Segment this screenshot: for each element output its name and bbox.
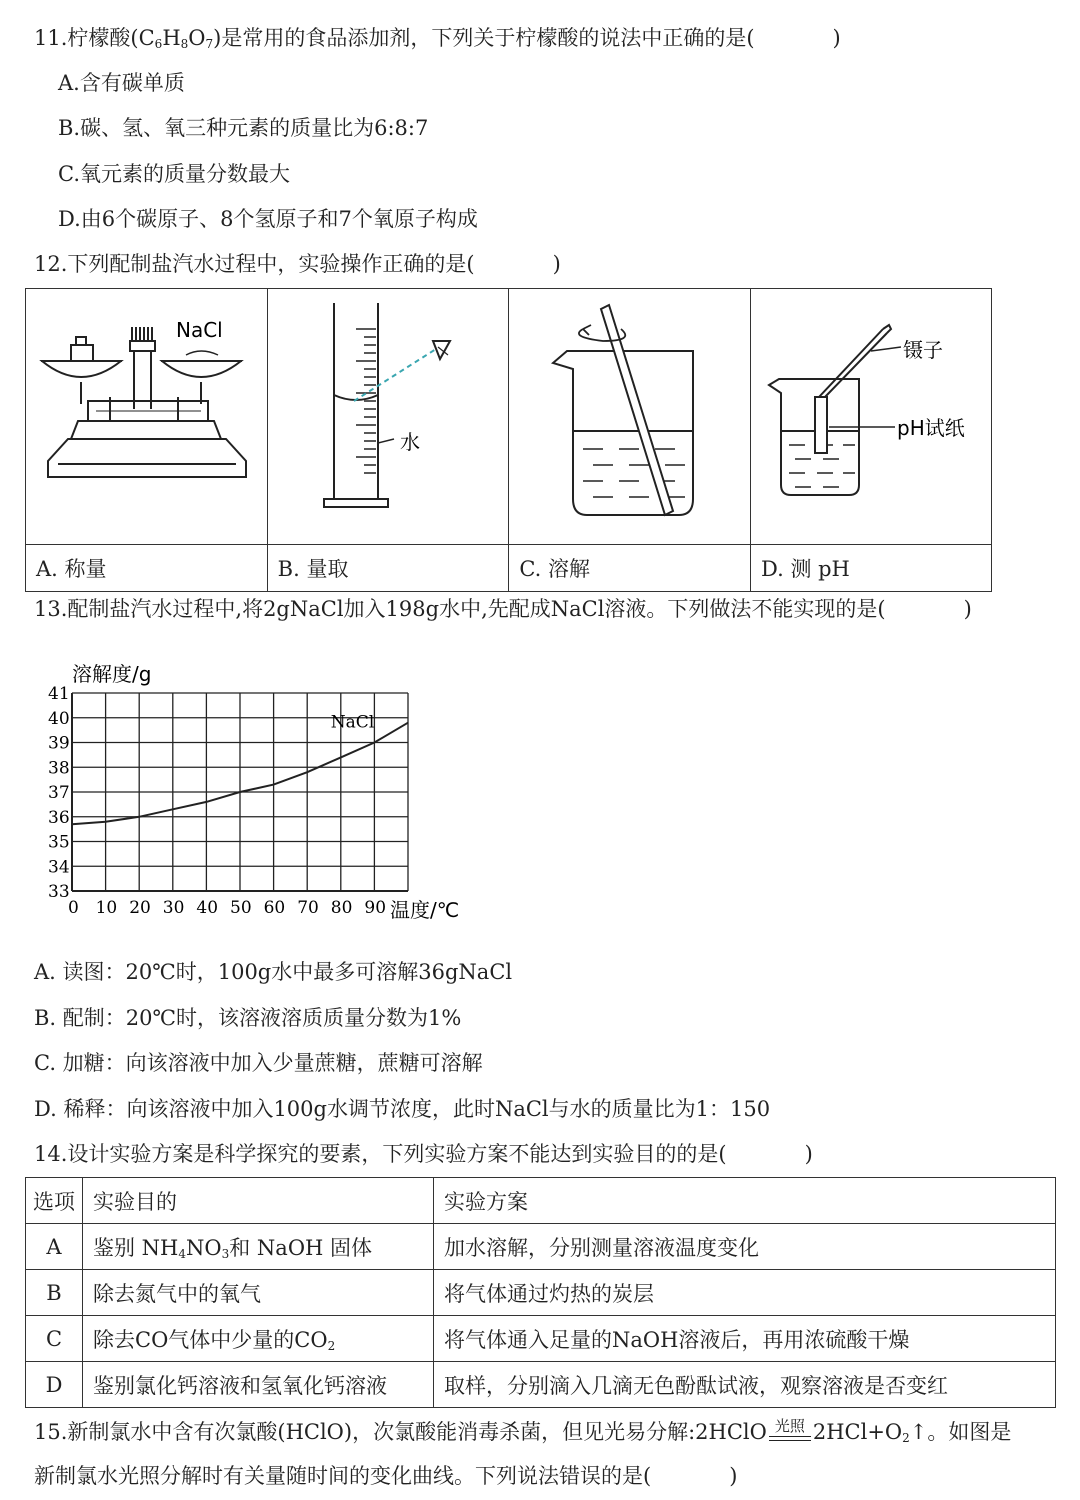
q13-option-b: B. 配制：20℃时，该溶液溶质质量分数为1% <box>34 1006 462 1030</box>
caption-b: B. 量取 <box>267 545 509 592</box>
y-tick-label: 39 <box>48 733 70 754</box>
q15-line2: 新制氯水光照分解时有关量随时间的变化曲线。下列说法错误的是( ) <box>34 1464 738 1488</box>
table-header-row <box>26 1178 1056 1224</box>
x-tick-label: 90 <box>364 898 387 918</box>
row-goal: 鉴别氯化钙溶液和氢氧化钙溶液 <box>83 1362 434 1408</box>
x-tick-label: 30 <box>162 898 185 918</box>
row-option: B <box>26 1270 83 1316</box>
y-tick-label: 33 <box>48 882 70 902</box>
y-tick-label: 40 <box>48 708 70 729</box>
cylinder-cell <box>267 289 509 545</box>
q11-option-a: A.含有碳单质 <box>58 71 185 95</box>
table-row <box>26 1316 1056 1362</box>
row-plan: 取样，分别滴入几滴无色酚酞试液，观察溶液是否变红 <box>434 1362 1056 1408</box>
graduated-cylinder-icon <box>268 289 508 539</box>
y-tick-label: 37 <box>48 783 70 803</box>
tweezers-label: 镊子 <box>903 338 943 362</box>
chart-ylabel: 溶解度/g <box>72 662 152 686</box>
ph-paper-label: pH试纸 <box>897 416 965 440</box>
header-option: 选项 <box>26 1178 83 1224</box>
table-row <box>26 1270 1056 1316</box>
x-tick-label: 20 <box>129 898 151 918</box>
x-tick-label: 80 <box>330 898 353 918</box>
x-tick-label: 0 <box>68 898 79 918</box>
y-tick-label: 34 <box>48 857 70 878</box>
q11-stem: 11.柠檬酸$(C_6H_8O_7)$是常用的食品添加剂，下列关于柠檬酸的说法中正确的是( ) <box>34 26 841 51</box>
row-option: D <box>26 1362 83 1408</box>
x-tick-label: 70 <box>297 898 319 918</box>
solubility-chart <box>28 655 488 930</box>
header-plan: 实验方案 <box>434 1178 1056 1224</box>
q15-line1: 15.新制氯水中含有次氯酸(HClO)，次氯酸能消毒杀菌，但见光易分解:2HClO $^{光照}$ $2HCl+O_2↑$。如图是 <box>34 1417 1012 1445</box>
row-goal: 鉴别 $NH_4NO_3$和 NaOH 固体 <box>83 1224 434 1270</box>
row-option: C <box>26 1316 83 1362</box>
y-tick-label: 36 <box>48 807 70 828</box>
q11-option-c: C.氧元素的质量分数最大 <box>58 162 290 186</box>
y-tick-label: 38 <box>48 758 70 779</box>
row-option: A <box>26 1224 83 1270</box>
q13-option-c: C. 加糖：向该溶液中加入少量蔗糖，蔗糖可溶解 <box>34 1051 483 1075</box>
row-goal: 除去CO气体中少量的$CO_2$ <box>83 1316 434 1362</box>
x-tick-label: 60 <box>263 898 286 918</box>
x-tick-label: 10 <box>95 898 118 918</box>
chart-xlabel: 温度/℃ <box>390 898 460 922</box>
q13-stem: 13.配制盐汽水过程中,将2gNaCl加入198g水中,先配成NaCl溶液。下列做法不能实现的是( ) <box>34 597 972 621</box>
beaker-stir-cell <box>509 289 751 545</box>
beaker-stirring-icon <box>509 289 749 539</box>
ph-test-cell <box>751 289 992 545</box>
balance-cell <box>26 289 268 545</box>
caption-d: D. 测 pH <box>751 545 992 592</box>
table-row <box>26 1224 1056 1270</box>
x-tick-label: 40 <box>196 898 219 918</box>
q11-option-d: D.由6个碳原子、8个氢原子和7个氧原子构成 <box>58 207 478 231</box>
q13-option-a: A. 读图：20℃时，100g水中最多可溶解36gNaCl <box>34 960 513 984</box>
row-plan: 加水溶解，分别测量溶液温度变化 <box>434 1224 1056 1270</box>
ph-test-icon <box>751 289 991 539</box>
row-plan: 将气体通入足量的NaOH溶液后，再用浓硫酸干燥 <box>434 1316 1056 1362</box>
row-plan: 将气体通过灼热的炭层 <box>434 1270 1056 1316</box>
caption-c: C. 溶解 <box>509 545 751 592</box>
row-goal: 除去氮气中的氧气 <box>83 1270 434 1316</box>
q13-option-d: D. 稀释：向该溶液中加入100g水调节浓度，此时NaCl与水的质量比为1：150 <box>34 1097 771 1121</box>
nacl-label: NaCl <box>176 318 223 342</box>
q12-stem: 12.下列配制盐汽水过程中，实验操作正确的是( ) <box>34 252 561 276</box>
x-tick-label: 50 <box>230 898 252 918</box>
balance-icon <box>26 289 266 539</box>
caption-a: A. 称量 <box>26 545 268 592</box>
table-row <box>26 1362 1056 1408</box>
y-tick-label: 35 <box>48 832 70 853</box>
q14-stem: 14.设计实验方案是科学探究的要素，下列实验方案不能达到实验目的的是( ) <box>34 1142 813 1166</box>
y-tick-label: 41 <box>48 684 70 704</box>
q14-table <box>25 1177 1056 1408</box>
water-label: 水 <box>399 430 420 454</box>
header-goal: 实验目的 <box>83 1178 434 1224</box>
q11-option-b: B.碳、氢、氧三种元素的质量比为6:8:7 <box>58 116 429 140</box>
q12-figure-table <box>25 288 992 592</box>
series-label-nacl: NaCl <box>330 712 375 733</box>
